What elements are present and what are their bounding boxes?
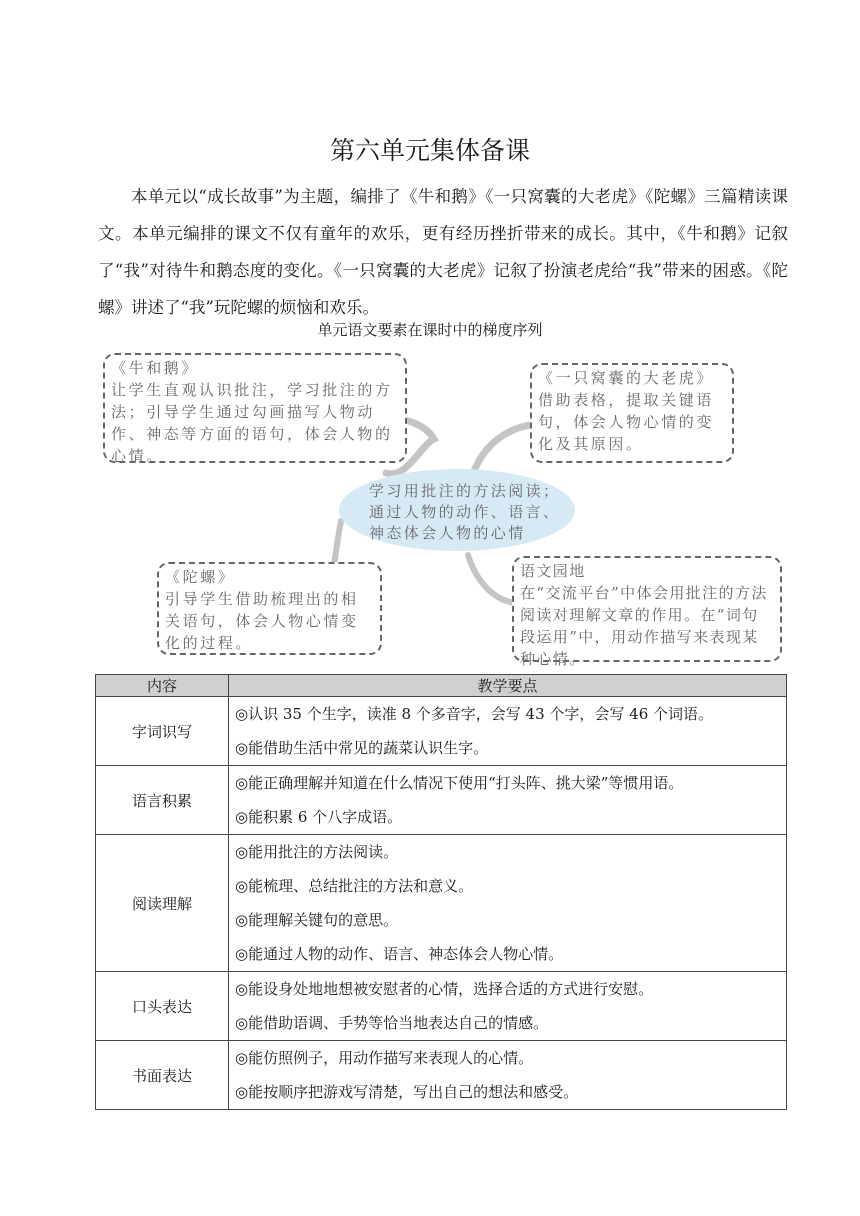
table-row xyxy=(96,697,787,766)
center-node: 学习用批注的方法阅读；通过人物的动作、语言、神态体会人物的心情 xyxy=(339,469,575,551)
diagram-title: 单元语文要素在课时中的梯度序列 xyxy=(317,321,543,339)
intro-paragraph: 本单元以“成长故事”为主题，编排了《牛和鹅》《一只窝囊的大老虎》《陀螺》三篇精读课文。本单元编排的课文不仅有童年的欢乐，更有经历挫折带来的成长。其中，《牛和鹅》记叙了“我”对待牛和鹅态度的变化。《一只窝囊的大老虎》记叙了扮演老虎给“我”带来的困惑。《陀螺》讲述了“我”玩陀螺的烦恼和欢乐。 xyxy=(98,187,788,317)
node-lao-hu xyxy=(530,363,734,463)
table-row xyxy=(96,1041,787,1110)
node-text: 在“交流平台”中体会用批注的方法阅读对理解文章的作用。在“词句段运用”中，用动作描写来表现某种心情。 xyxy=(520,584,768,668)
mindmap xyxy=(96,345,790,668)
page-title: 第六单元集体备课 xyxy=(329,136,530,165)
node-niu-he-e xyxy=(103,353,407,463)
table-header-row xyxy=(96,675,787,697)
header-points: 教学要点 xyxy=(229,675,787,697)
teaching-point: ◎能按顺序把游戏写清楚，写出自己的想法和感受。 xyxy=(235,1083,579,1101)
row-category: 阅读理解 xyxy=(96,835,229,972)
row-points xyxy=(229,972,787,1041)
node-tuo-luo xyxy=(157,562,382,655)
teaching-point: ◎能正确理解并知道在什么情况下使用“打头阵、挑大梁”等惯用语。 xyxy=(235,774,684,792)
branch-to-lao-hu xyxy=(474,425,531,471)
branch-to-yuan-di xyxy=(468,555,516,603)
node-text: 借助表格，提取关键语句，体会人物心情的变化及其原因。 xyxy=(538,391,715,453)
teaching-point: ◎能理解关键句的意思。 xyxy=(235,911,399,929)
node-title: 《陀螺》 xyxy=(165,568,236,586)
teaching-point: ◎能设身处地地想被安慰者的心情，选择合适的方式进行安慰。 xyxy=(235,980,654,998)
node-yuan-di xyxy=(512,556,782,668)
row-category: 字词识写 xyxy=(96,697,229,766)
teaching-point: ◎能积累 6 个八字成语。 xyxy=(235,808,403,826)
row-category: 语言积累 xyxy=(96,766,229,835)
teaching-point: ◎认识 35 个生字，读准 8 个多音字，会写 43 个字，会写 46 个词语。 xyxy=(235,705,714,723)
teaching-point: ◎能用批注的方法阅读。 xyxy=(235,843,399,861)
teaching-point: ◎能借助生活中常见的蔬菜认识生字。 xyxy=(235,739,489,757)
node-text: 引导学生借助梳理出的相关语句，体会人物心情变化的过程。 xyxy=(165,590,359,652)
teaching-point: ◎能借助语调、手势等恰当地表达自己的情感。 xyxy=(235,1014,549,1032)
teaching-point: ◎能梳理、总结批注的方法和意义。 xyxy=(235,877,474,895)
node-title: 《牛和鹅》 xyxy=(111,359,200,377)
node-title: 《一只窝囊的大老虎》 xyxy=(538,369,715,387)
row-points xyxy=(229,1041,787,1110)
table-row xyxy=(96,972,787,1041)
row-category: 口头表达 xyxy=(96,972,229,1041)
row-points xyxy=(229,835,787,972)
node-title: 语文园地 xyxy=(520,562,586,580)
table-row xyxy=(96,835,787,972)
teaching-point: ◎能通过人物的动作、语言、神态体会人物心情。 xyxy=(235,945,564,963)
row-category: 书面表达 xyxy=(96,1041,229,1110)
teaching-points-table xyxy=(95,674,787,1110)
row-points xyxy=(229,766,787,835)
row-points xyxy=(229,697,787,766)
teaching-point: ◎能仿照例子，用动作描写来表现人的心情。 xyxy=(235,1049,534,1067)
node-text: 让学生直观认识批注，学习批注的方法；引导学生通过勾画描写人物动作、神态等方面的语句，体会人物的心情。 xyxy=(111,381,393,465)
table-row xyxy=(96,766,787,835)
header-content: 内容 xyxy=(96,675,229,697)
